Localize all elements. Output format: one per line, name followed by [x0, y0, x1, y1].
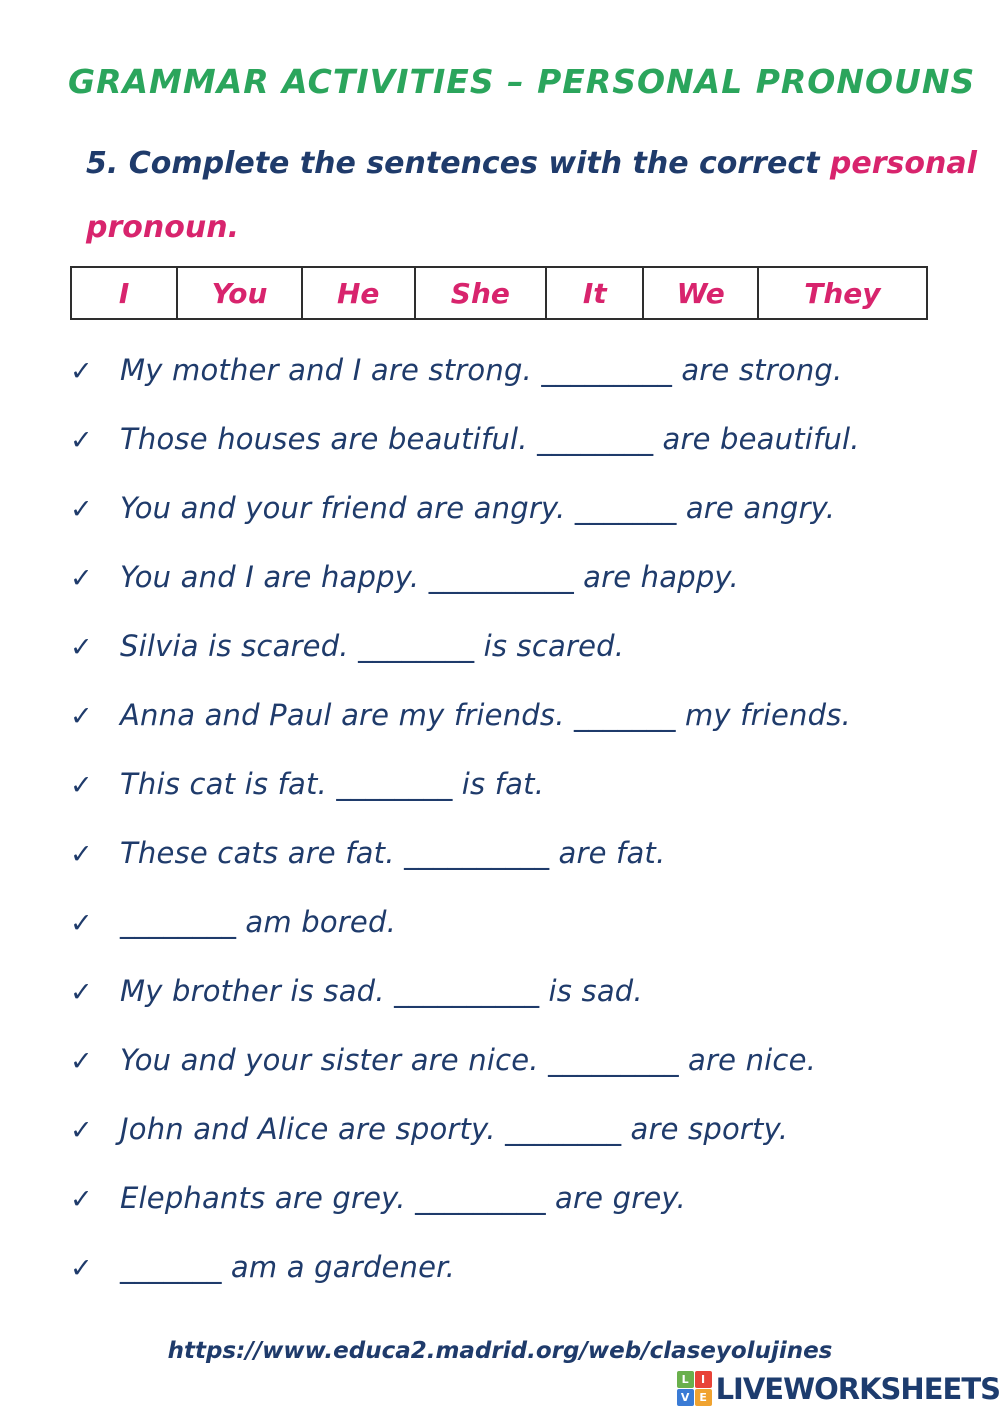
answer-blank[interactable]: ________: [336, 767, 453, 801]
pronoun-cell-i: I: [118, 276, 130, 310]
instruction-highlight-pronoun: pronoun.: [86, 210, 239, 245]
sentence-pre: My mother and I are strong.: [120, 353, 542, 387]
sentence-item: [70, 1042, 950, 1080]
sentence-pre: John and Alice are sporty.: [120, 1112, 506, 1146]
sentence-item: [70, 352, 950, 390]
sentence-pre: You and I are happy.: [120, 560, 429, 594]
check-icon: ✓: [70, 908, 93, 939]
sentence-pre: Those houses are beautiful.: [120, 422, 538, 456]
sentence-post: my friends.: [675, 698, 851, 732]
sentence-post: is fat.: [452, 767, 545, 801]
sentence-pre: You and your sister are nice.: [120, 1043, 549, 1077]
pronoun-cell-it: It: [545, 268, 642, 318]
sentence-post: are fat.: [549, 836, 666, 870]
logo-tile-e: E: [695, 1389, 712, 1406]
sentence-pre: Silvia is scared.: [120, 629, 359, 663]
instruction-highlight-personal: personal: [829, 146, 977, 181]
check-icon: ✓: [70, 494, 93, 525]
check-icon: ✓: [70, 1115, 93, 1146]
check-icon: ✓: [70, 563, 93, 594]
sentence-pre: This cat is fat.: [120, 767, 337, 801]
sentence-pre: You and your friend are angry.: [120, 491, 575, 525]
logo-tile-l: L: [677, 1371, 694, 1388]
answer-blank[interactable]: _______: [120, 1250, 222, 1284]
sentence-item: [70, 559, 950, 597]
liveworksheets-wordmark: LIVEWORKSHEETS: [715, 1371, 1000, 1406]
check-icon: ✓: [70, 1046, 93, 1077]
answer-blank[interactable]: ________: [120, 905, 236, 939]
check-icon: ✓: [70, 1253, 93, 1284]
sentence-text: [120, 352, 842, 388]
sentence-post: are beautiful.: [653, 422, 860, 456]
sentence-item: [70, 766, 950, 804]
source-url: https://www.educa2.madrid.org/web/claseyolujines: [167, 1338, 833, 1364]
sentence-post: is sad.: [539, 974, 643, 1008]
sentence-pre: My brother is sad.: [120, 974, 395, 1008]
answer-blank[interactable]: _________: [548, 1043, 679, 1077]
pronoun-word-bank-table: [70, 266, 928, 320]
liveworksheets-brand: [677, 1371, 1000, 1406]
pronoun-cell-we: We: [642, 268, 756, 318]
sentence-item: [70, 1111, 950, 1149]
sentence-item: [70, 1180, 950, 1218]
answer-blank[interactable]: __________: [428, 560, 574, 594]
sentence-pre: Elephants are grey.: [120, 1181, 416, 1215]
sentence-text: [120, 835, 665, 871]
sentence-post: are happy.: [573, 560, 739, 594]
answer-blank[interactable]: _________: [541, 353, 672, 387]
sentence-item: [70, 421, 950, 459]
sentence-item: [70, 628, 950, 666]
sentence-item: [70, 904, 950, 942]
sentence-post: are grey.: [545, 1181, 686, 1215]
sentence-post: are angry.: [676, 491, 836, 525]
answer-blank[interactable]: _________: [415, 1181, 546, 1215]
pronoun-cell-he: He: [301, 268, 414, 318]
check-icon: ✓: [70, 770, 93, 801]
sentence-text: [120, 904, 396, 940]
sentence-text: [120, 1111, 788, 1147]
check-icon: ✓: [70, 425, 93, 456]
sentence-text: [120, 1249, 455, 1285]
sentence-post: am a gardener.: [221, 1250, 455, 1284]
sentence-text: [120, 490, 835, 526]
sentence-text: [120, 973, 643, 1009]
instruction-text: 5. Complete the sentences with the correct: [86, 146, 830, 181]
sentence-item: [70, 697, 950, 735]
liveworksheets-logo-icon: [677, 1371, 712, 1406]
answer-blank[interactable]: _______: [574, 491, 677, 525]
check-icon: ✓: [70, 356, 93, 387]
sentence-text: [120, 628, 624, 664]
sentence-item: [70, 490, 950, 528]
sentence-list: [70, 352, 950, 1287]
sentence-text: [120, 421, 860, 457]
sentence-post: is scared.: [474, 629, 625, 663]
check-icon: ✓: [70, 977, 93, 1008]
sentence-post: are sporty.: [621, 1112, 789, 1146]
answer-blank[interactable]: _______: [574, 698, 676, 732]
sentence-text: [120, 697, 851, 733]
pronoun-cell-she: She: [414, 268, 546, 318]
instruction-line-2: [86, 210, 239, 245]
page-title: GRAMMAR ACTIVITIES – PERSONAL PRONOUNS: [68, 62, 976, 101]
answer-blank[interactable]: ________: [358, 629, 475, 663]
sentence-post: are nice.: [678, 1043, 817, 1077]
logo-tile-v: V: [677, 1389, 694, 1406]
answer-blank[interactable]: ________: [537, 422, 654, 456]
answer-blank[interactable]: __________: [404, 836, 550, 870]
sentence-text: [120, 1180, 686, 1216]
sentence-pre: These cats are fat.: [120, 836, 405, 870]
sentence-item: [70, 1249, 950, 1287]
sentence-text: [120, 1042, 816, 1078]
sentence-text: [120, 766, 544, 802]
pronoun-cell-they: They: [757, 268, 926, 318]
check-icon: ✓: [70, 839, 93, 870]
answer-blank[interactable]: __________: [394, 974, 540, 1008]
sentence-pre: Anna and Paul are my friends.: [120, 698, 575, 732]
sentence-post: am bored.: [236, 905, 396, 939]
sentence-item: [70, 973, 950, 1011]
pronoun-cell-you: You: [176, 268, 301, 318]
logo-tile-i: I: [695, 1371, 712, 1388]
sentence-item: [70, 835, 950, 873]
sentence-text: [120, 559, 739, 595]
check-icon: ✓: [70, 1184, 93, 1215]
sentence-post: are strong.: [671, 353, 843, 387]
check-icon: ✓: [70, 632, 93, 663]
check-icon: ✓: [70, 701, 93, 732]
answer-blank[interactable]: ________: [505, 1112, 622, 1146]
instruction-line-1: [86, 146, 977, 181]
